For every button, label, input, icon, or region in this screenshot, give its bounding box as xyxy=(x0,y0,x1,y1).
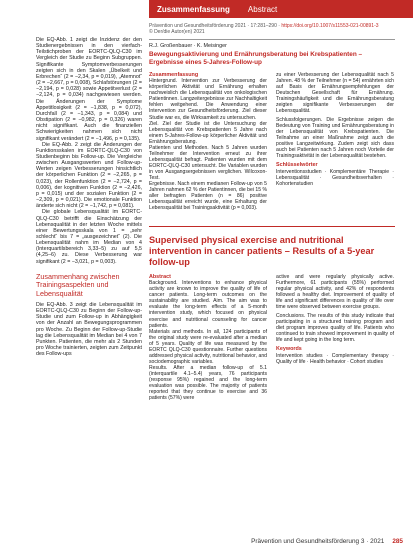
abstract-paragraph: Ziel. Ziel der Studie ist die Untersuchung der Lebensqualität von Krebspatienten 5 Jahre nach einem 5-Jahres-Follow-up körperlicher Aktivität und Ernährungsberatung. xyxy=(149,120,267,145)
paragraph: Die EQ-Abb. 3 zeigt die Lebensqualität im EORTC-QLQ-C30 zu Beginn der Follow-up-Studie und zum Follow-up in Abhängigkeit von der Anzahl an Bewegungsprogrammen pro Woche. Zu Beginn der Follow-up-Studie lag die Lebensqualität im Median bei 4 von 7 Punkten. Patienten, die mehr als 2 Stunden pro Woche trainierten, zeigten zum Zeitpunkt des Follow-ups xyxy=(36,302,142,358)
german-abstract xyxy=(149,72,395,222)
journal-citation: Prävention und Gesundheitsförderung 2021 · 17:281–290 · xyxy=(149,23,282,29)
divider xyxy=(149,39,395,40)
paragraph: Die EQ-Abb. 2 zeigt die Änderungen der Funktionsskalen im EORTC-QLQ-C30 von Studienbeginn bis Follow-up. Die Vergleiche zwischen Ausgangswerten und Follow-up-Werten zeigen Verbesserungen hinsichtlich der körperlichen Funktion (2 = −2,265, p = 0,023), der Rollenfunktion (2 = −2,724, p = 0,006), der kognitiven Funktion (2 = −2,426, p = 0,015) und der sozialen Funktion (2 = −2,309, p = 0,021). Die emotionale Funktion änderte sich nicht (2 = −1,742, p = 0,081). xyxy=(36,141,142,210)
abstract-paragraph: Materials and methods. In all, 124 participants of the original study were re-evaluated after a median of 5 years. Quality of life was measured by the EORTC QLQ-C30 questionnaire. Further questions addressed physical activity, nutritional behavior, and sociodemographic variables. xyxy=(149,328,267,365)
english-abstract-col-2 xyxy=(276,274,394,444)
abstract-heading: Abstract xyxy=(149,273,171,280)
left-header-band xyxy=(0,0,149,18)
abstract-paragraph: Schlussfolgerungen. Die Ergebnisse zeigen die Bedeutung von Training und Ernährungsberatung in der Lebensqualität von Krebspatienten. Die Teilnahme an einer Maßnahme zeigt auch die positive Langzeitwirkung. Zudem zeigt sich dass auch bei Patienten nach 5 Jahren noch Vorteile der Trainingsaktivität in der Lebensqualität bestehen. xyxy=(276,117,394,160)
page-header xyxy=(0,0,413,18)
abstract-tab: Abstract xyxy=(247,4,278,14)
abstract-paragraph: Patienten und Methoden. Nach 5 Jahren wurden Teilnehmer der Intervention erneut zu ihrer Lebensqualität befragt. Patienten wurden mit dem EORTC-QLQ-C30 untersucht. Die Variablen wurden in von Ausgangsergebnissen verglichen. Wilcoxon-Test. xyxy=(149,144,267,181)
abstract-paragraph: zu einer Verbesserung der Lebensqualität nach 5 Jahren. 48 % der Teilnehmer (n = 54) ernährten sich auf Basis der Ernährungsempfehlungen der Deutschen Gesellschaft für Ernährung. Trainingshäufigkeit und die Ernährungsberatung zeigten signifikante Verbesserungen der Lebensqualität. xyxy=(276,71,394,115)
abstract-paragraph: Conclusions. The results of this study indicate that participating in a structured training program and diet program improves quality of life. Patients who continued to train showed improvement in quality of life and kept going in the long term. xyxy=(276,313,394,344)
german-abstract-col-2 xyxy=(276,72,394,222)
zusammenfassung-heading: Zusammenfassung xyxy=(149,71,199,78)
english-abstract xyxy=(149,274,395,444)
divider xyxy=(149,226,395,227)
abstract-header-bar xyxy=(149,0,413,18)
paragraph: Die globale Lebensqualität im EORTC-QLQ-C30 betrifft die Einschätzung der Lebensqualität in der letzten Woche mittels einer Bewertungsskala von 1 = „sehr schlecht“ bis 7 = „ausgezeichnet“ (2). Die Lebensqualität nahm im Median von 4 (Interquartilsbereich 3,33–5) zu auf 5,5 (4,25–6) zu. Diese Verbesserung war signifikant (2 = −3,021, p = 0,003). xyxy=(36,209,142,265)
keywords: Intervention studies · Complementary therapy · Quality of life · Health behavior · Cohort studies xyxy=(276,352,394,365)
footer-journal: Prävention und Gesundheitsförderung 3 · 2021 xyxy=(251,537,385,545)
page-footer xyxy=(149,536,413,546)
copyright-line: © Der/die Autor(en) 2021 xyxy=(149,29,205,35)
abstract-paragraph: Background. Interventions to enhance physical activity are known to improve the quality of life of cancer patients. Long-term outcomes on the sustainability are studied. Aim. The aim was to evaluate the long-term effects of a 5-month intervention study, which focused on physical exercise and nutritional counseling for cancer patients. xyxy=(149,280,267,329)
page-number: 285 xyxy=(392,537,403,545)
keywords: Interventionsstudien · Komplementäre Therapie · Lebensqualität · Gesundheitsverhalten · Kohortenstudien xyxy=(276,168,394,187)
abstract-paragraph: active and were regularly physically active. Furthermore, 61 participants (55%) performed regular physical activity, and 42% of respondents followed a healthy diet. Improvement of quality of life and significant differences in quality of life over time were observed between exercise groups. xyxy=(276,273,394,311)
abstract-paragraph: Ergebnisse. Nach einem medianen Follow-up von 5 Jahren nahmen 62 % der Patientinnen, die bei 15 % aller befragten Patienten (n = 86) positive Lebensqualität erreicht wurde, eine Erhaltung der Lebensqualität bei Trainingsaktivität (p = 0,003). xyxy=(149,181,267,212)
authors: R.J. Großenbauer · K. Meisinger xyxy=(149,43,227,49)
german-abstract-col-1 xyxy=(149,72,267,222)
doi-link[interactable]: https://doi.org/10.1007/s11553-021-00891-3 xyxy=(281,23,379,29)
abstract-paragraph: Hintergrund. Intervention zur Verbesserung der körperlichen Aktivität und Ernährung erhalten nachweislich die Lebensqualität von onkologischen Patientinnen. Langzeitergebnisse zur Nachhaltigkeit fehlen weitgehend. Die Anwendung einer Intervention zur Gesundheitsförderung. Ziel dieser Studie war es, die Wirksamkeit zu untersuchen. xyxy=(149,78,267,121)
abstract-paragraph: Results. After a median follow-up of 5.1 (interquartile 4.1–5.4) years, 76 participants (response 95%) regained and the long-term evaluation was possible. The majority of patients reported that they continue to exercise and 36 patients (57%) were xyxy=(149,364,267,402)
section-heading: Zusammenhang zwischen Trainingsaspekten und Lebensqualität xyxy=(36,271,120,298)
paragraph: Die EQ-Abb. 1 zeigt die Inzidenz der den Studienergebnissen in den vierfach-Teilstichproben der EORTC-QLQ-C30 im Vergleich der Studie zu Beginn Subgruppen. Signifikante Symptomverbesserungen zeigten sich in den Skalen „Übelkeit und Erbrechen“ (2 = −2,34, p = 0,019), „Atemnot“ (2 = −2,667, p = 0,008), Schlafstörungen (2 = −2,194, p = 0,028) sowie Appetitverlust (2 = −2,124, p = 0,034) nachgewiesen werden. Die Änderungen der Symptome Appetitlosigkeit (2 = −1,838, p = 0,072), Durchfall (2 = −1,343, p = 0,084) und Obstipation (2 = −0,982, p = 0,326) waren nicht signifikant. Auch die finanziellen Schwierigkeiten nahmen sich nicht signifikant verändert (2 = −1,496, p = 0,135). xyxy=(36,37,142,142)
english-title: Supervised physical exercise and nutritional intervention in cancer patients – Results of a 5-year follow-up xyxy=(149,234,375,267)
schluesselwoerter-heading: Schlüsselwörter xyxy=(276,162,318,169)
german-title: Bewegungsaktivierung und Ernährungsberatung bei Krebspatienten – Ergebnisse eines 5-Jahres-Follow-up xyxy=(149,51,363,66)
english-abstract-col-1 xyxy=(149,274,267,444)
left-text-column xyxy=(36,37,142,527)
abstract-column xyxy=(149,23,395,513)
keywords-heading: Keywords xyxy=(276,346,302,353)
zusammenfassung-tab: Zusammenfassung xyxy=(157,4,230,14)
